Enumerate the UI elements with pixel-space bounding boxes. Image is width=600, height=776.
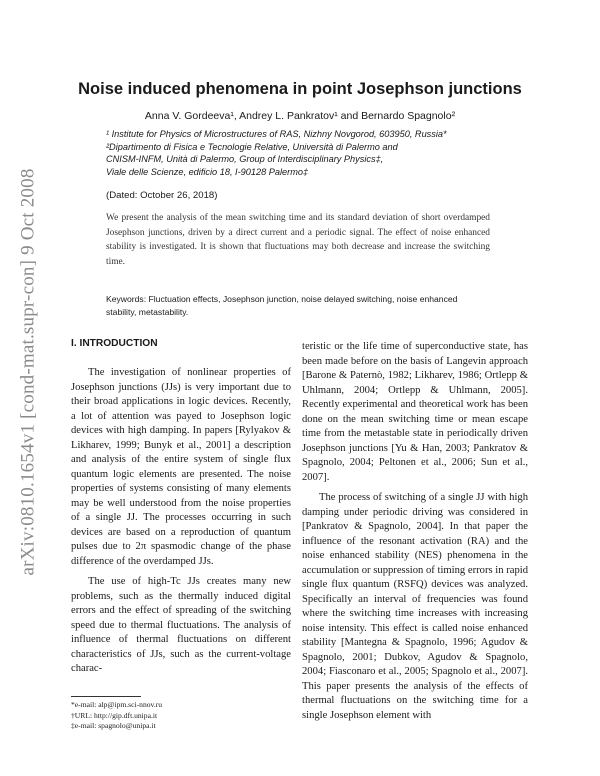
paragraph: The investigation of nonlinear properties of Josephson junctions (JJs) is very important due to their broad applications in logic devices. Recently, a lot of attention was payed to Josephson logic devices with high damping. In papers [Rylyakov & Likharev, 1999; Bunyk et al., 2001] a description and analysis of the entire system of single flux quantum logic elements are presented. The noise properties of systems consisting of many elements may be well understood from the noise properties of a single JJ. The processes occurring in such devices are based on a reproduction of quantum pulses due to 2π spasmodic change of the phase difference of the overdamped JJs. — [71, 367, 291, 567]
footnote: ‡e-mail: spagnolo@unipa.it — [71, 721, 156, 730]
footnotes — [71, 700, 291, 732]
paragraph: The use of high-Tc JJs creates many new problems, such as the thermally induced digital errors and the effect of spreading of the switching speed due to thermal fluctuations. The analysis of influence of thermal fluctuations on different characteristics of JJs, such as the current-voltage charac- — [71, 576, 291, 674]
left-column — [71, 366, 291, 677]
author-list: Anna V. Gordeeva¹, Andrey L. Pankratov¹ and Bernardo Spagnolo² — [144, 110, 456, 122]
affiliation-line: ¹ Institute for Physics of Microstructures of RAS, Nizhny Novgorod, 603950, Russia* — [106, 129, 447, 139]
affiliations — [106, 128, 506, 178]
section-heading: I. INTRODUCTION — [71, 338, 158, 349]
abstract-text: We present the analysis of the mean switching time and its standard deviation of short overdamped Josephson junctions, driven by a direct current and a periodic signal. The effect of noise enhanced stability is investigated. It is shown that fluctuations may both decrease and increase the switching time. — [106, 213, 490, 267]
keywords: Keywords: Fluctuation effects, Josephson junction, noise delayed switching, noise enhanced stability, metastability. — [106, 294, 458, 317]
paragraph: The process of switching of a single JJ with high damping under periodic driving was considered in [Pankratov & Spagnolo, 2004]. In that paper the influence of the resonant activation (RA) and the noise enhanced stability (NES) phenomena in the accumulation or suppression of timing errors in rapid single flux quantum (RSFQ) devices was analyzed. Specifically an interval of frequencies was found where the switching time increases with increasing noise intensity. This effect is called noise enhanced stability [Mantegna & Spagnolo, 1996; Agudov & Spagnolo, 2001; Dubkov, Agudov & Spagnolo, 2004; Fiasconaro et al., 2005; Spagnolo et al., 2007]. This paper presents the analysis of the effects of thermal fluctuations on the switching time for a single Josephson element with — [302, 492, 528, 721]
affiliation-line: CNISM-INFM, Unità di Palermo, Group of Interdisciplinary Physics‡, — [106, 154, 384, 165]
abstract — [106, 211, 490, 269]
affiliation-line: Viale delle Scienze, edificio 18, I-90128 Palermo‡ — [106, 166, 309, 177]
footnote-divider — [71, 696, 141, 697]
affiliation-line: ²Dipartimento di Fisica e Tecnologie Relative, Università di Palermo and — [106, 141, 398, 152]
right-column — [302, 340, 528, 723]
footnote: †URL: http://gip.dft.unipa.it — [71, 710, 158, 720]
dated-line: (Dated: October 26, 2018) — [106, 190, 218, 201]
footnote: *e-mail: alp@ipm.sci-nnov.ru — [71, 700, 163, 709]
arxiv-identifier-text: arXiv:0810.1654v1 [cond-mat.supr-con] 9 Oct 2008 — [18, 168, 39, 576]
arxiv-identifier — [18, 152, 40, 592]
paper-title: Noise induced phenomena in point Josephson junctions — [78, 80, 522, 98]
paragraph: teristic or the life time of superconductive state, has been made before on the basis of Langevin approach [Barone & Paternò, 1982; Likharev, 1986; Ortlepp & Uhlmann, 2004; Ortlepp & Uhlmann, 2005]. Recently experimental and theoretical work has been done on the mean switching time or mean escape time from the metastable state in periodically driven Josephson junctions [Yu & Han, 2003; Pankratov & Spagnolo, 2004; Peltonen et al., 2006; Sun et al., 2007]. — [302, 341, 528, 483]
